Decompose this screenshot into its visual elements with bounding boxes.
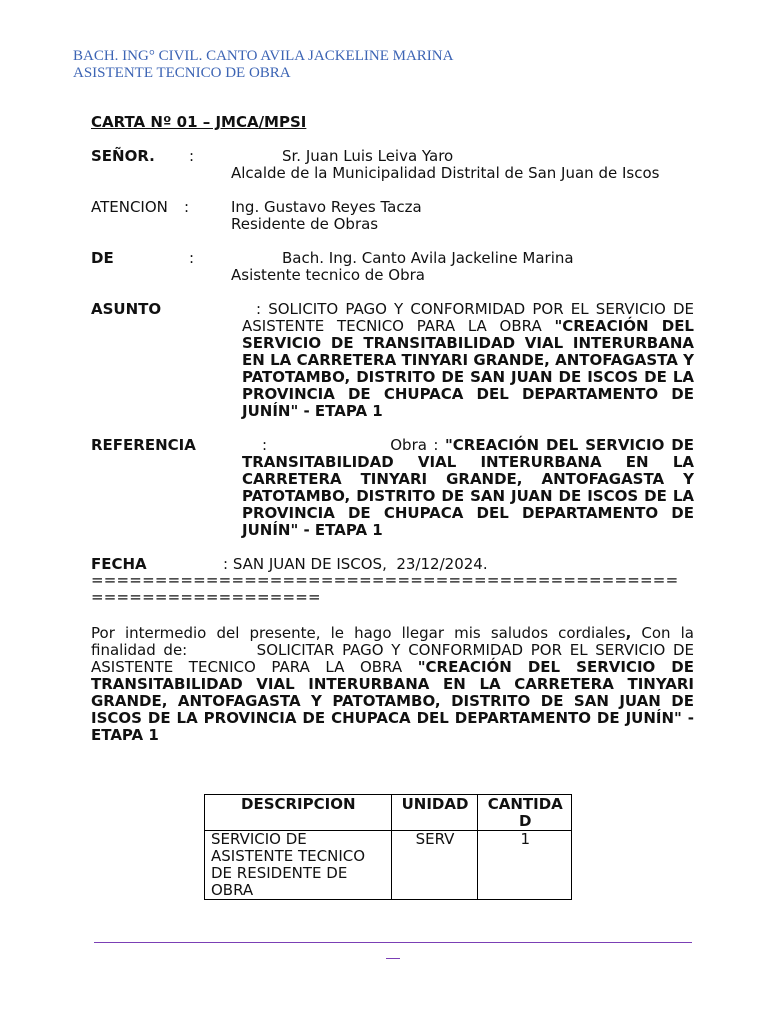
- body-intro: Por intermedio del presente, le hago llegar mis saludos cordiales: [91, 624, 626, 642]
- table-header-row: [205, 795, 572, 831]
- senor-label: SEÑOR.: [91, 147, 155, 165]
- body-project: "CREACIÓN DEL SERVICIO DE TRANSITABILIDAD VIAL INTERURBANA EN LA CARRETERA TINYARI GRANDE, ANTOFAGASTA Y PATOTAMBO, DISTRITO DE SAN JUAN DE ISCOS DE LA PROVINCIA DE CHUPACA DEL DEPARTAMENTO DE JUNÍN" - ETAPA 1: [91, 658, 700, 744]
- letterhead-name: BACH. ING° CIVIL. CANTO AVILA JACKELINE MARINA: [73, 48, 454, 64]
- letterhead: [73, 48, 453, 82]
- senor-name: Sr. Juan Luis Leiva Yaro: [282, 147, 454, 165]
- atencion-colon: :: [184, 198, 190, 216]
- letter-number: CARTA Nº 01 – JMCA/MPSI: [91, 113, 307, 131]
- atencion-name: Ing. Gustavo Reyes Tacza: [231, 198, 422, 216]
- table-row: [205, 831, 572, 900]
- de-colon: :: [189, 249, 195, 267]
- asunto-label: ASUNTO: [91, 300, 162, 318]
- senor-colon: :: [189, 147, 195, 165]
- footer-mark: [386, 958, 400, 977]
- de-role: Asistente tecnico de Obra: [231, 266, 425, 284]
- de-label: DE: [91, 249, 114, 267]
- separator-line: ================================================================: [91, 571, 679, 606]
- header-descripcion: DESCRIPCION: [205, 795, 392, 831]
- footer-divider: [94, 942, 692, 943]
- letterhead-title: ASISTENTE TECNICO DE OBRA: [73, 65, 291, 81]
- senor-role: Alcalde de la Municipalidad Distrital de San Juan de Iscos: [231, 164, 660, 182]
- referencia-normal: : Obra :: [262, 436, 445, 454]
- asunto-project: "CREACIÓN DEL SERVICIO DE TRANSITABILIDAD VIAL INTERURBANA EN LA CARRETERA TINYARI GRANDE, ANTOFAGASTA Y PATOTAMBO, DISTRITO DE SAN JUAN DE ISCOS DE LA PROVINCIA DE CHUPACA DEL DEPARTAMENTO DE JUNÍN" - ETAPA 1: [242, 317, 694, 420]
- row-descripcion: SERVICIO DE ASISTENTE TECNICO DE RESIDENTE DE OBRA: [205, 831, 392, 900]
- body-paragraph: [91, 624, 700, 744]
- referencia-label: REFERENCIA: [91, 436, 196, 454]
- fecha-value: : SAN JUAN DE ISCOS, 23/12/2024.: [223, 555, 488, 573]
- body-comma: ,: [625, 624, 632, 642]
- atencion-role: Residente de Obras: [231, 215, 379, 233]
- atencion-label: ATENCION: [91, 198, 168, 216]
- items-table: [204, 794, 572, 900]
- de-name: Bach. Ing. Canto Avila Jackeline Marina: [282, 249, 574, 267]
- referencia-project: "CREACIÓN DEL SERVICIO DE TRANSITABILIDAD VIAL INTERURBANA EN LA CARRETERA TINYARI GRANDE, ANTOFAGASTA Y PATOTAMBO, DISTRITO DE SAN JUAN DE ISCOS DE LA PROVINCIA DE CHUPACA DEL DEPARTAMENTO DE JUNÍN" - ETAPA 1: [242, 436, 700, 539]
- header-cantidad: CANTIDAD: [478, 795, 572, 831]
- header-unidad: UNIDAD: [391, 795, 478, 831]
- row-unidad: SERV: [391, 831, 478, 900]
- asunto-text: [242, 301, 694, 420]
- fecha-label: FECHA: [91, 555, 147, 573]
- asunto-normal: : SOLICITO PAGO Y CONFORMIDAD POR EL SERVICIO DE ASISTENTE TECNICO PARA LA OBRA: [242, 300, 694, 335]
- row-cantidad: 1: [478, 831, 572, 900]
- body-mid: Con la finalidad de: SOLICITAR PAGO Y CONFORMIDAD POR EL SERVICIO DE ASISTENTE TECNICO PARA LA OBRA: [91, 624, 699, 676]
- referencia-text: [242, 436, 700, 539]
